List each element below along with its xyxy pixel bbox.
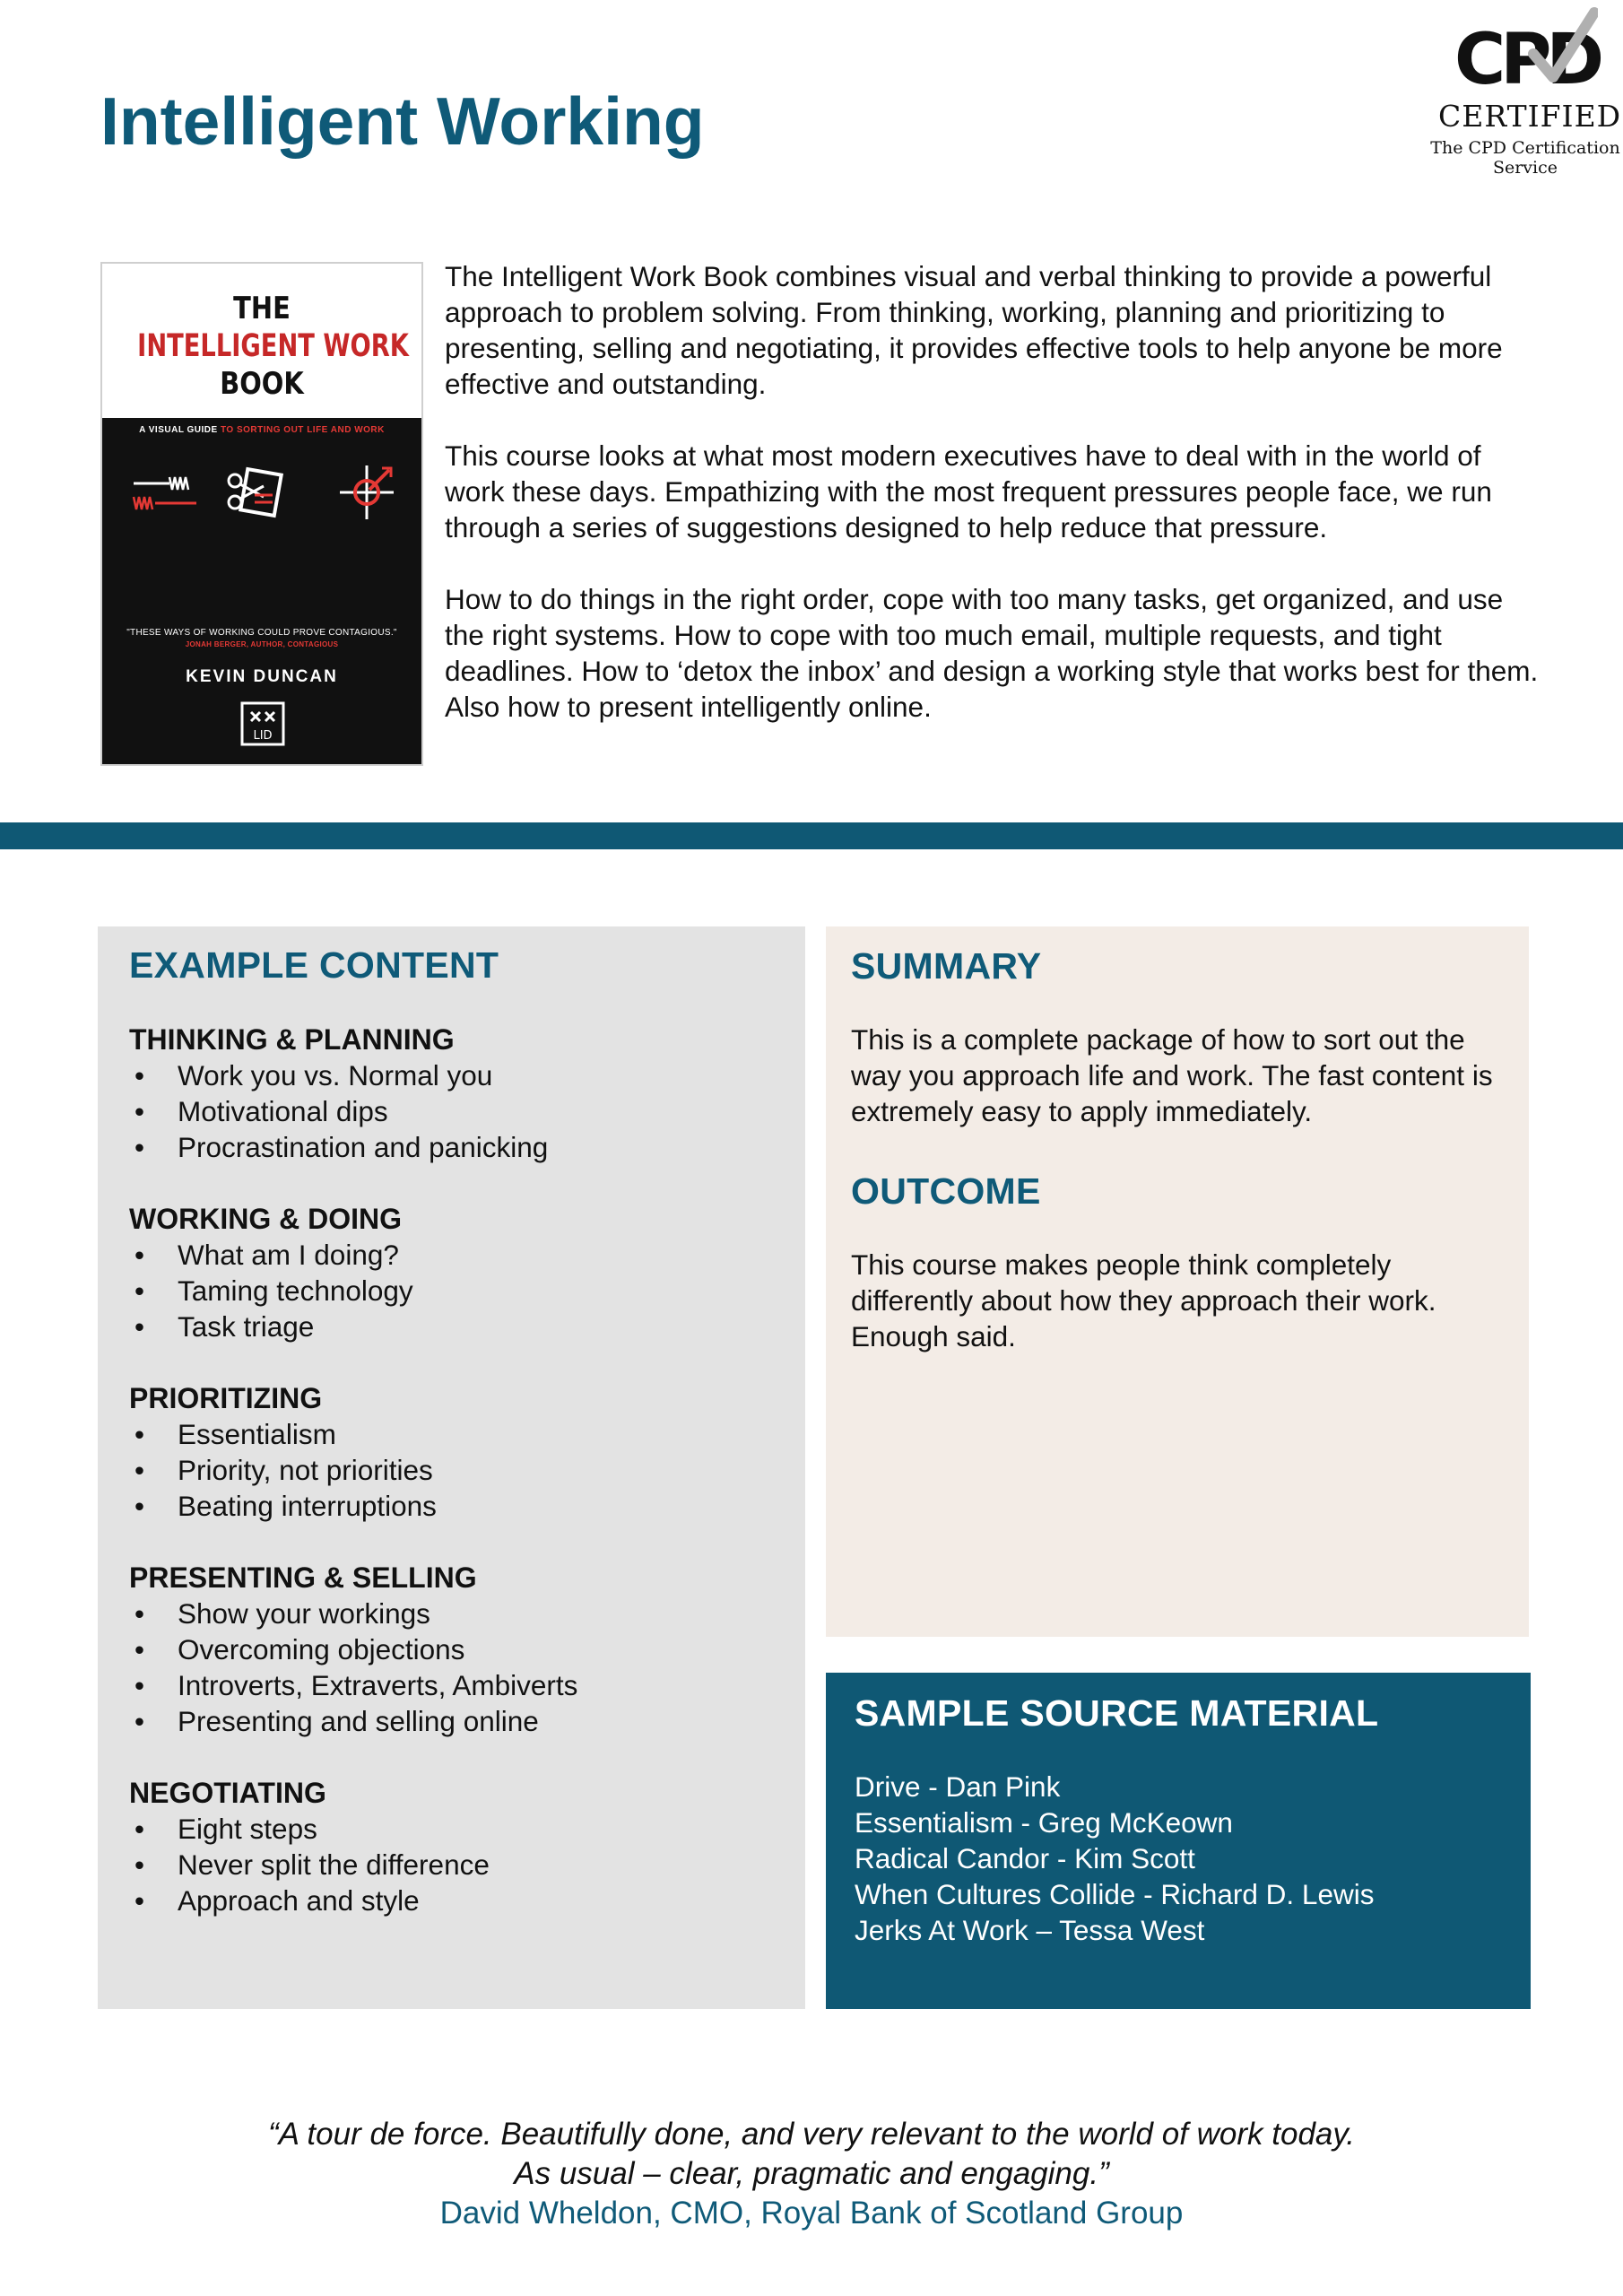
squiggle-icon <box>134 477 196 509</box>
list-item: • Work you vs. Normal you <box>129 1057 793 1093</box>
testimonial-line-1: “A tour de force. Beautifully done, and very relevant to the world of work today. <box>267 2117 1356 2152</box>
book-cover <box>100 262 423 766</box>
book-title-line-1: THE <box>233 291 291 326</box>
summary-heading: SUMMARY <box>851 945 1042 987</box>
list-item: • Eight steps <box>129 1811 793 1847</box>
publisher-logo-icon <box>240 701 285 746</box>
list-item: • Task triage <box>129 1309 793 1344</box>
list-item: • Procrastination and panicking <box>129 1129 793 1165</box>
outcome-heading: OUTCOME <box>851 1170 1041 1212</box>
scissors-icon <box>229 469 282 516</box>
section-title: THINKING & PLANNING <box>129 1023 455 1056</box>
book-cover-icons <box>129 452 398 533</box>
example-content-heading: EXAMPLE CONTENT <box>129 944 499 986</box>
list-item: • Beating interruptions <box>129 1488 793 1524</box>
intro-paragraph-3: How to do things in the right order, cope with too many tasks, get organized, and use the right systems. How to cope with too much email, multiple requests, and tight deadlines. How to ‘detox the inbox’ and design a working style that works best for them. Also how to present intelligently online. <box>445 583 1539 723</box>
testimonial <box>0 2115 1623 2233</box>
cpd-certified-logo <box>1428 7 1623 178</box>
list-item: • What am I doing? <box>129 1237 793 1273</box>
list-item: • Introverts, Extraverts, Ambiverts <box>129 1667 793 1703</box>
section-title: PRESENTING & SELLING <box>129 1561 477 1594</box>
intro-paragraph-2: This course looks at what most modern executives have to deal with in the world of work these days. Empathizing with the most frequent pressures people face, we run through a series of suggestions designed to help reduce that pressure. <box>445 439 1492 544</box>
outcome-text: This course makes people think completely differently about how they approach their work. Enough said. <box>851 1248 1436 1352</box>
summary-panel <box>826 926 1529 1637</box>
cpd-service-line-1: The CPD Certification <box>1430 138 1620 158</box>
list-item: • Overcoming objections <box>129 1631 793 1667</box>
list-item: • Never split the difference <box>129 1847 793 1883</box>
source-material-panel <box>826 1673 1531 2009</box>
source-material-list <box>855 1769 1374 1948</box>
source-item: Drive - Dan Pink <box>855 1770 1061 1803</box>
section-divider <box>0 822 1623 849</box>
list-item: • Priority, not priorities <box>129 1452 793 1488</box>
cpd-logo-mark: CPD <box>1454 20 1600 100</box>
source-item: Radical Candor - Kim Scott <box>855 1842 1195 1874</box>
section-title: NEGOTIATING <box>129 1777 326 1809</box>
book-title-line-3: BOOK <box>220 366 304 402</box>
content-section-thinking-planning <box>129 1022 793 1165</box>
source-item: When Cultures Collide - Richard D. Lewis <box>855 1878 1375 1910</box>
list-item: • Approach and style <box>129 1883 793 1918</box>
book-subtitle: A VISUAL GUIDE TO SORTING OUT LIFE AND WORK <box>139 425 385 435</box>
source-item: Essentialism - Greg McKeown <box>855 1806 1233 1839</box>
cpd-certified-label: CERTIFIED <box>1438 99 1622 134</box>
list-item: • Taming technology <box>129 1273 793 1309</box>
intro-text <box>445 258 1548 761</box>
source-material-heading: SAMPLE SOURCE MATERIAL <box>855 1692 1379 1734</box>
book-cover-quote: "THESE WAYS OF WORKING COULD PROVE CONTAGIOUS." <box>126 628 397 638</box>
cpd-service-line-2: Service <box>1492 158 1558 178</box>
book-cover-quote-attribution: JONAH BERGER, AUTHOR, CONTAGIOUS <box>185 640 339 648</box>
example-content-panel <box>98 926 805 2009</box>
page-title: Intelligent Working <box>100 83 705 159</box>
svg-text:LID: LID <box>253 729 273 743</box>
list-item: • Presenting and selling online <box>129 1703 793 1739</box>
checkmark-icon <box>1526 7 1598 88</box>
book-author: KEVIN DUNCAN <box>186 667 338 686</box>
content-section-prioritizing <box>129 1380 793 1524</box>
testimonial-line-2: As usual – clear, pragmatic and engaging.” <box>514 2156 1109 2191</box>
content-section-working-doing <box>129 1201 793 1344</box>
summary-text: This is a complete package of how to sort out the way you approach life and work. The fast content is extremely easy to apply immediately. <box>851 1023 1493 1127</box>
intro-paragraph-1: The Intelligent Work Book combines visual and verbal thinking to provide a powerful approach to problem solving. From thinking, working, planning and prioritizing to presenting, selling and negotiating, it provides effective tools to help anyone be more effective and outstanding. <box>445 260 1503 400</box>
testimonial-attribution: David Wheldon, CMO, Royal Bank of Scotland Group <box>439 2196 1184 2231</box>
section-title: WORKING & DOING <box>129 1203 402 1235</box>
book-title-line-2: INTELLIGENT WORK <box>137 328 409 364</box>
list-item: • Show your workings <box>129 1596 793 1631</box>
target-icon <box>340 465 394 519</box>
list-item: • Motivational dips <box>129 1093 793 1129</box>
source-item: Jerks At Work – Tessa West <box>855 1914 1205 1946</box>
content-section-presenting-selling <box>129 1560 793 1739</box>
section-title: PRIORITIZING <box>129 1382 323 1414</box>
list-item: • Essentialism <box>129 1416 793 1452</box>
content-section-negotiating <box>129 1775 793 1918</box>
